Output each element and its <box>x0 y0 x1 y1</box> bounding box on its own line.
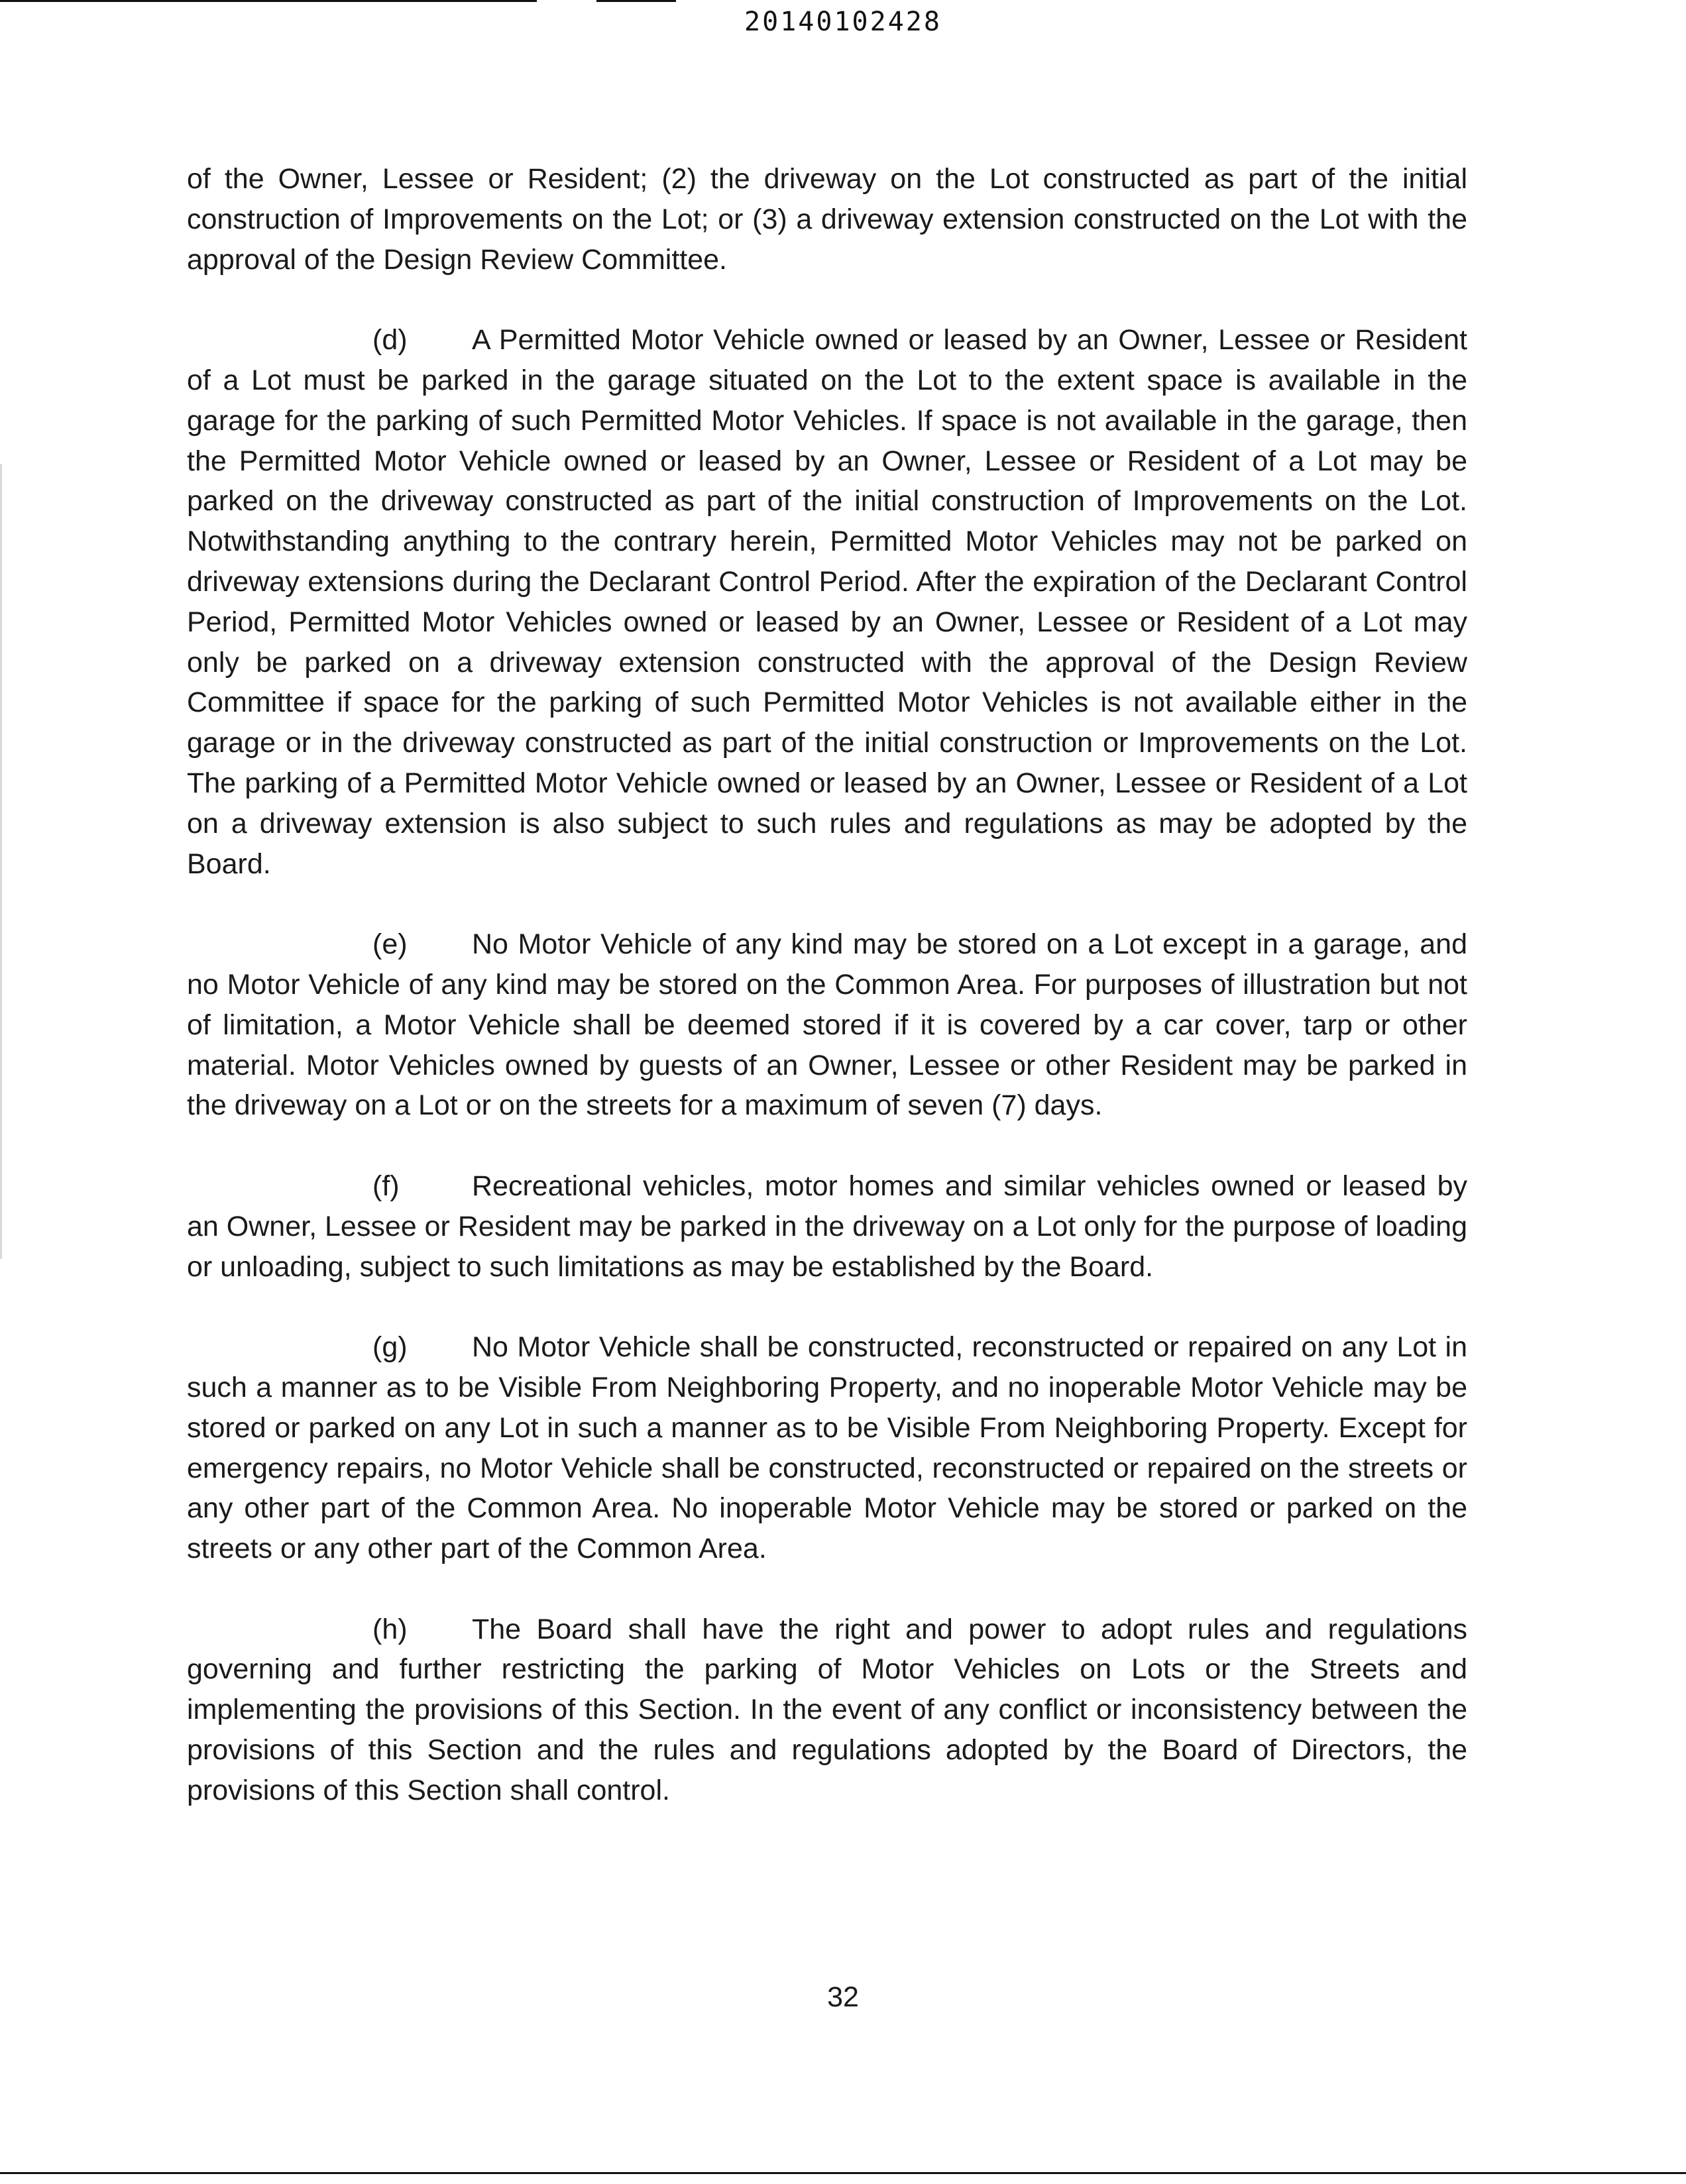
top-edge-rule <box>0 0 537 2</box>
scan-margin-mark <box>0 464 2 1259</box>
paragraph-label: (e) <box>372 928 408 961</box>
paragraph-text: Recreational vehicles, motor homes and similar vehicles owned or leased by an Owner, Lessee or Resident may be parked in the driveway on a Lot only for the purpose of loading or unloading, subject to such limitations as may be established by the Board. <box>187 1170 1467 1283</box>
paragraph-continuation <box>187 159 1467 280</box>
document-number: 20140102428 <box>744 7 942 37</box>
paragraph-e <box>187 924 1467 1126</box>
paragraph-d <box>187 320 1467 884</box>
paragraph-label: (g) <box>372 1331 408 1364</box>
paragraph-f <box>187 1166 1467 1287</box>
paragraph-h <box>187 1610 1467 1811</box>
document-body <box>187 159 1467 1851</box>
paragraph-text: A Permitted Motor Vehicle owned or leased by an Owner, Lessee or Resident of a Lot must be parked in the garage situated on the Lot to the extent space is available in the garage for the parking of such Permitted Motor Vehicles. If space is not available in the garage, then the Permitted Motor Vehicle owned or leased by an Owner, Lessee or Resident of a Lot may be parked on the driveway constructed as part of the initial construction of Improvements on the Lot. Notwithstanding anything to the contrary herein, Permitted Motor Vehicles may not be parked on driveway extensions during the Declarant Control Period. After the expiration of the Declarant Control Period, Permitted Motor Vehicles owned or leased by an Owner, Lessee or Resident of a Lot may only be parked on a driveway extension constructed with the approval of the Design Review Committee if space for the parking of such Permitted Motor Vehicles is not available either in the garage or in the driveway constructed as part of the initial construction or Improvements on the Lot. The parking of a Permitted Motor Vehicle owned or leased by an Owner, Lessee or Resident of a Lot on a driveway extension is also subject to such rules and regulations as may be adopted by the Board. <box>187 324 1467 880</box>
top-edge-rule-short <box>596 0 676 2</box>
paragraph-text: The Board shall have the right and power to adopt rules and regulations governing and further restricting the parking of Motor Vehicles on Lots or the Streets and implementing the provisions of this Section. In the event of any conflict or inconsistency between the provisions of this Section and the rules and regulations adopted by the Board of Directors, the provisions of this Section shall control. <box>187 1613 1467 1806</box>
paragraph-label: (f) <box>372 1170 400 1202</box>
paragraph-text: No Motor Vehicle shall be constructed, reconstructed or repaired on any Lot in such a manner as to be Visible From Neighboring Property, and no inoperable Motor Vehicle may be stored or parked on any Lot in such a manner as to be Visible From Neighboring Property. Except for emergency repairs, no Motor Vehicle shall be constructed, reconstructed or repaired on the streets or any other part of the Common Area. No inoperable Motor Vehicle may be stored or parked on the streets or any other part of the Common Area. <box>187 1331 1467 1565</box>
paragraph-g <box>187 1327 1467 1569</box>
paragraph-label: (h) <box>372 1613 408 1645</box>
paragraph-text: of the Owner, Lessee or Resident; (2) the driveway on the Lot constructed as part of the initial construction of Improvements on the Lot; or (3) a driveway extension constructed on the Lot with the approval of the Design Review Committee. <box>187 163 1467 276</box>
page-number: 32 <box>827 1981 859 2013</box>
paragraph-text: No Motor Vehicle of any kind may be stored on a Lot except in a garage, and no Motor Vehicle of any kind may be stored on the Common Area. For purposes of illustration but not of limitation, a Motor Vehicle shall be deemed stored if it is covered by a car cover, tarp or other material. Motor Vehicles owned by guests of an Owner, Lessee or other Resident may be parked in the driveway on a Lot or on the streets for a maximum of seven (7) days. <box>187 928 1467 1122</box>
bottom-edge-rule <box>0 2172 1686 2174</box>
paragraph-label: (d) <box>372 324 408 356</box>
